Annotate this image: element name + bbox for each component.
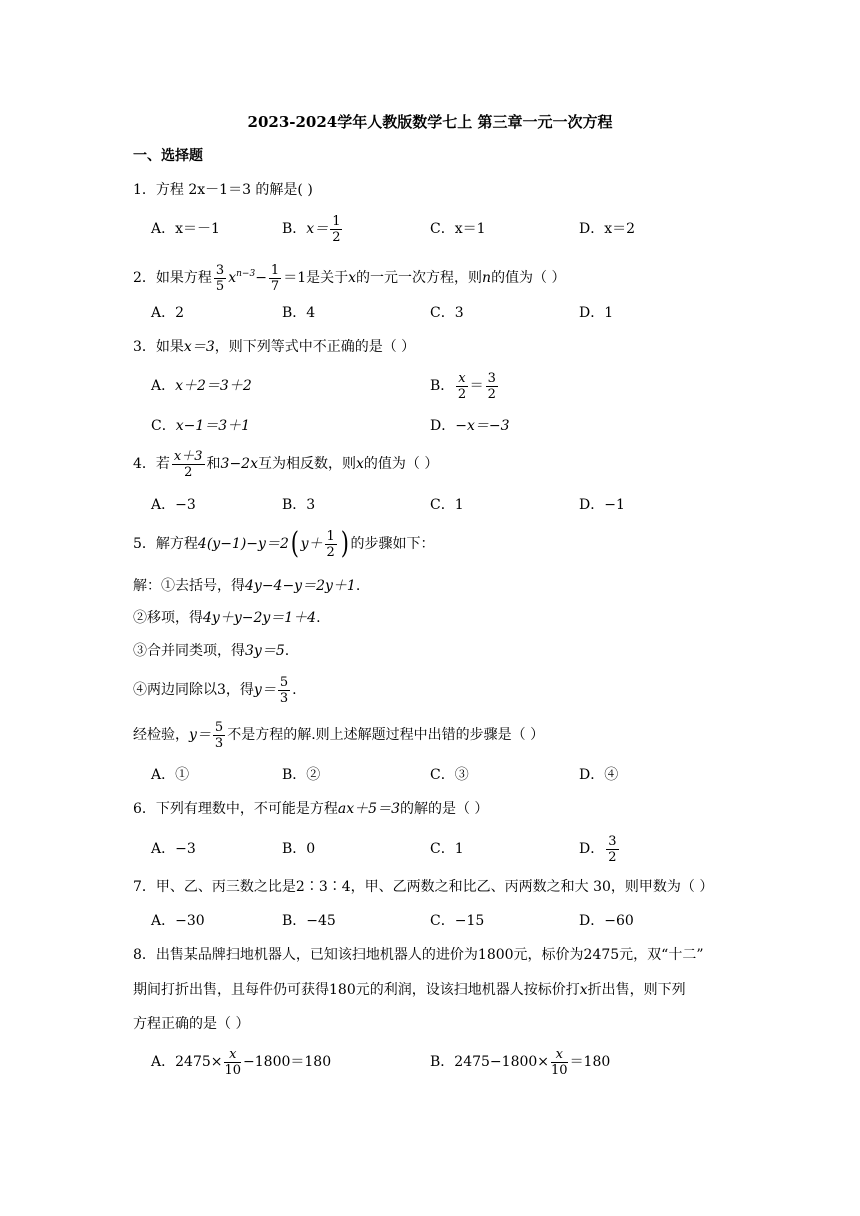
q7-prefix: 7．甲、乙、丙三数之比是 <box>133 879 296 895</box>
fraction-numerator: x <box>458 370 466 386</box>
q1-option-b-var: x＝ <box>306 221 329 237</box>
q3-option-b-equals: ＝ <box>469 378 484 394</box>
fraction-denominator: 2 <box>184 464 193 480</box>
fraction-denominator: 2 <box>326 544 335 560</box>
question-1-stem: 1．方程 2x－1＝3 的解是( ) <box>133 182 313 198</box>
q2-exponent: n−3 <box>236 269 256 279</box>
q2-option-c: C．3 <box>430 305 464 321</box>
q3-option-a-eq: x＋2＝3＋2 <box>175 378 252 394</box>
q1-option-c: C．x＝1 <box>430 221 486 237</box>
q5-step-1-text: 解：①去括号，得 <box>133 578 245 594</box>
q2-variable: x <box>228 270 237 286</box>
fraction-denominator: 10 <box>551 1062 568 1078</box>
q2-var-n: n <box>482 270 492 286</box>
fraction-numerator: 3 <box>215 262 225 278</box>
q5-inner: y＋ <box>300 536 323 552</box>
q8-option-b-left: 2475−1800× <box>454 1054 550 1070</box>
q3-option-b-label: B． <box>430 378 455 394</box>
q4-text-mid: 和 <box>206 456 221 472</box>
q5-step-2-eq: 4y＋y−2y＝1＋4 <box>203 610 317 626</box>
fraction-denominator: 2 <box>608 849 617 865</box>
fraction-numerator: 1 <box>332 213 341 229</box>
q7-suffix: ，甲、乙两数之和比乙、丙两数之和大 30，则甲数为（ ） <box>350 879 714 895</box>
q4-expression: 3−2x <box>220 456 258 472</box>
q8-option-a-right: −1800＝180 <box>243 1054 332 1070</box>
q3-option-a <box>151 376 252 396</box>
q6-option-b: B．0 <box>282 841 316 857</box>
q5-step-3-eq: 3y＝5 <box>245 643 285 659</box>
q8-option-b <box>430 1041 610 1083</box>
fraction-denominator: 2 <box>332 229 341 245</box>
q5-check-var: y＝ <box>189 727 211 743</box>
q5-equation-left: 4(y−1)−y＝2 <box>197 536 289 552</box>
q4-option-c: C．1 <box>430 497 464 513</box>
question-6-stem <box>133 799 488 819</box>
q4-fraction <box>172 449 205 480</box>
q5-left-paren: ( <box>290 526 299 561</box>
q5-step-2: ②移项，得4y＋y−2y＝1＋4. <box>133 610 321 626</box>
q5-check-fraction <box>213 720 225 751</box>
q5-check <box>133 715 544 755</box>
q8-option-a-label: A． <box>151 1054 176 1070</box>
q5-step-3-text: ③合并同类项，得 <box>133 643 245 659</box>
q5-fraction <box>325 529 337 560</box>
q7-option-b: B．−45 <box>282 913 336 929</box>
q2-option-d: D．1 <box>579 305 614 321</box>
q7-option-d: D．−60 <box>579 913 634 929</box>
q6-equation: ax＋5＝3 <box>337 801 400 817</box>
fraction-numerator: 1 <box>326 528 335 544</box>
question-7-stem <box>133 877 713 897</box>
question-8-line-3: 方程正确的是（ ） <box>133 1016 250 1032</box>
question-8-line-2 <box>133 980 686 1000</box>
q6-option-a: A．−3 <box>151 841 196 857</box>
q8-line-2-suffix: 折出售，则下列 <box>587 982 686 998</box>
q5-prefix: 5．解方程 <box>133 536 198 552</box>
fraction-numerator: 5 <box>279 674 289 690</box>
q4-prefix: 4．若 <box>133 456 170 472</box>
q3-prefix: 3．如果 <box>133 339 184 355</box>
fraction-numerator: 3 <box>608 833 617 849</box>
q6-suffix: 的解的是（ ） <box>399 801 489 817</box>
q5-suffix: 的步骤如下： <box>350 536 435 552</box>
q6-option-c: C．1 <box>430 841 464 857</box>
q2-text-1: 是关于 <box>306 270 349 286</box>
fraction-numerator: 5 <box>214 719 224 735</box>
q5-right-paren: ) <box>340 526 349 561</box>
q2-equals: ＝1 <box>283 270 307 286</box>
question-8-line-1: 8．出售某品牌扫地机器人，已知该扫地机器人的进价为1800元，标价为2475元，双“十二” <box>133 947 704 963</box>
q3-option-c-label: C． <box>151 418 176 434</box>
q3-option-d-eq: −x＝−3 <box>455 418 510 434</box>
q8-var-x: x <box>579 982 588 998</box>
q2-minus: − <box>255 270 267 286</box>
q4-option-b: B．3 <box>282 497 316 513</box>
fraction-numerator: x <box>224 1047 241 1063</box>
fraction-denominator: 10 <box>224 1062 242 1078</box>
q8-option-b-right: ＝180 <box>569 1054 611 1070</box>
q2-option-a: A．2 <box>151 305 185 321</box>
question-4-stem <box>133 444 438 484</box>
q5-option-d: D．④ <box>579 767 619 783</box>
q2-option-b: B．4 <box>282 305 316 321</box>
fraction-denominator: 3 <box>279 690 289 706</box>
q3-suffix: ，则下列等式中不正确的是（ ） <box>214 339 416 355</box>
q6-option-d-label: D． <box>579 841 605 857</box>
section-heading: 一、选择题 <box>133 148 203 164</box>
q3-option-b-frac-1 <box>456 371 467 402</box>
q3-option-b <box>430 366 500 406</box>
q1-option-b <box>282 206 344 252</box>
q5-step-4-fraction <box>278 675 290 706</box>
q4-var-x: x <box>355 456 364 472</box>
q2-var-x: x <box>348 270 357 286</box>
fraction-numerator: 1 <box>270 262 280 278</box>
q8-option-a-fraction <box>224 1047 241 1078</box>
q1-option-b-label: B． <box>282 221 307 237</box>
fraction-denominator: 3 <box>214 735 224 751</box>
question-3-stem <box>133 337 415 357</box>
q8-option-b-label: B． <box>430 1054 455 1070</box>
q8-option-b-fraction <box>551 1047 568 1078</box>
q1-option-a: A．x＝－1 <box>151 221 220 237</box>
q8-option-a-left: 2475× <box>175 1054 223 1070</box>
fraction-denominator: 5 <box>215 278 225 294</box>
q5-step-4-var: y＝ <box>253 682 276 698</box>
q3-option-d-label: D． <box>430 418 456 434</box>
fraction-denominator: 2 <box>487 386 496 402</box>
q5-option-b: B．② <box>282 767 321 783</box>
q2-prefix: 2．如果方程 <box>133 270 212 286</box>
q5-step-4: ④两边同除以3，得y＝ $\frac{5}{3}$ . <box>133 674 297 706</box>
q4-text-1: 互为相反数，则 <box>257 456 356 472</box>
q5-check-suffix: 不是方程的解.则上述解题过程中出错的步骤是（ ） <box>227 727 545 743</box>
q2-fraction-1 <box>214 263 226 294</box>
q7-option-a: A．−30 <box>151 913 205 929</box>
page-title: 2023-2024学年人教版数学七上 第三章一元一次方程 <box>247 113 613 131</box>
q6-prefix: 6．下列有理数中，不可能是方程 <box>133 801 338 817</box>
question-5-stem <box>133 524 435 564</box>
q3-option-c <box>151 416 250 436</box>
q4-option-a: A．−3 <box>151 497 196 513</box>
q6-option-d <box>579 828 621 870</box>
q4-option-d: D．−1 <box>579 497 625 513</box>
q3-option-d <box>430 416 510 436</box>
fraction-numerator: 3 <box>487 370 496 386</box>
q4-text-2: 的值为（ ） <box>363 456 439 472</box>
q5-option-a: A．① <box>151 767 190 783</box>
q3-equation: x＝3 <box>183 339 215 355</box>
q8-line-2-prefix: 期间打折出售，且每件仍可获得180元的利润，设该扫地机器人按标价打 <box>133 982 580 998</box>
q1-option-d: D．x＝2 <box>579 221 636 237</box>
fraction-denominator: 7 <box>270 278 280 294</box>
fraction-numerator: x＋3 <box>173 448 203 464</box>
q7-option-c: C．−15 <box>430 913 485 929</box>
question-2-stem <box>133 254 566 298</box>
fraction-numerator: x <box>551 1047 568 1063</box>
q3-option-a-label: A． <box>151 378 176 394</box>
fraction-denominator: 2 <box>457 386 467 402</box>
q5-option-c: C．③ <box>430 767 469 783</box>
q3-option-c-eq: x−1＝3＋1 <box>175 418 251 434</box>
q5-step-2-text: ②移项，得 <box>133 610 203 626</box>
q2-text-2: 的一元一次方程，则 <box>356 270 483 286</box>
q3-option-b-frac-2 <box>486 371 498 402</box>
q5-step-4-text: ④两边同除以3，得 <box>133 682 254 698</box>
q1-option-b-fraction <box>330 214 342 245</box>
q2-text-3: 的值为（ ） <box>491 270 566 286</box>
q5-check-prefix: 经检验， <box>133 727 189 743</box>
q5-step-3: ③合并同类项，得3y＝5. <box>133 643 290 659</box>
q7-ratio: 2∶3∶4 <box>295 879 351 895</box>
q6-option-d-fraction <box>606 834 618 865</box>
q8-option-a <box>151 1041 331 1083</box>
q5-step-1: 解：①去括号，得4y−4−y＝2y＋1. <box>133 578 361 594</box>
q5-step-1-eq: 4y−4−y＝2y＋1 <box>245 578 356 594</box>
q2-fraction-2 <box>269 263 281 294</box>
